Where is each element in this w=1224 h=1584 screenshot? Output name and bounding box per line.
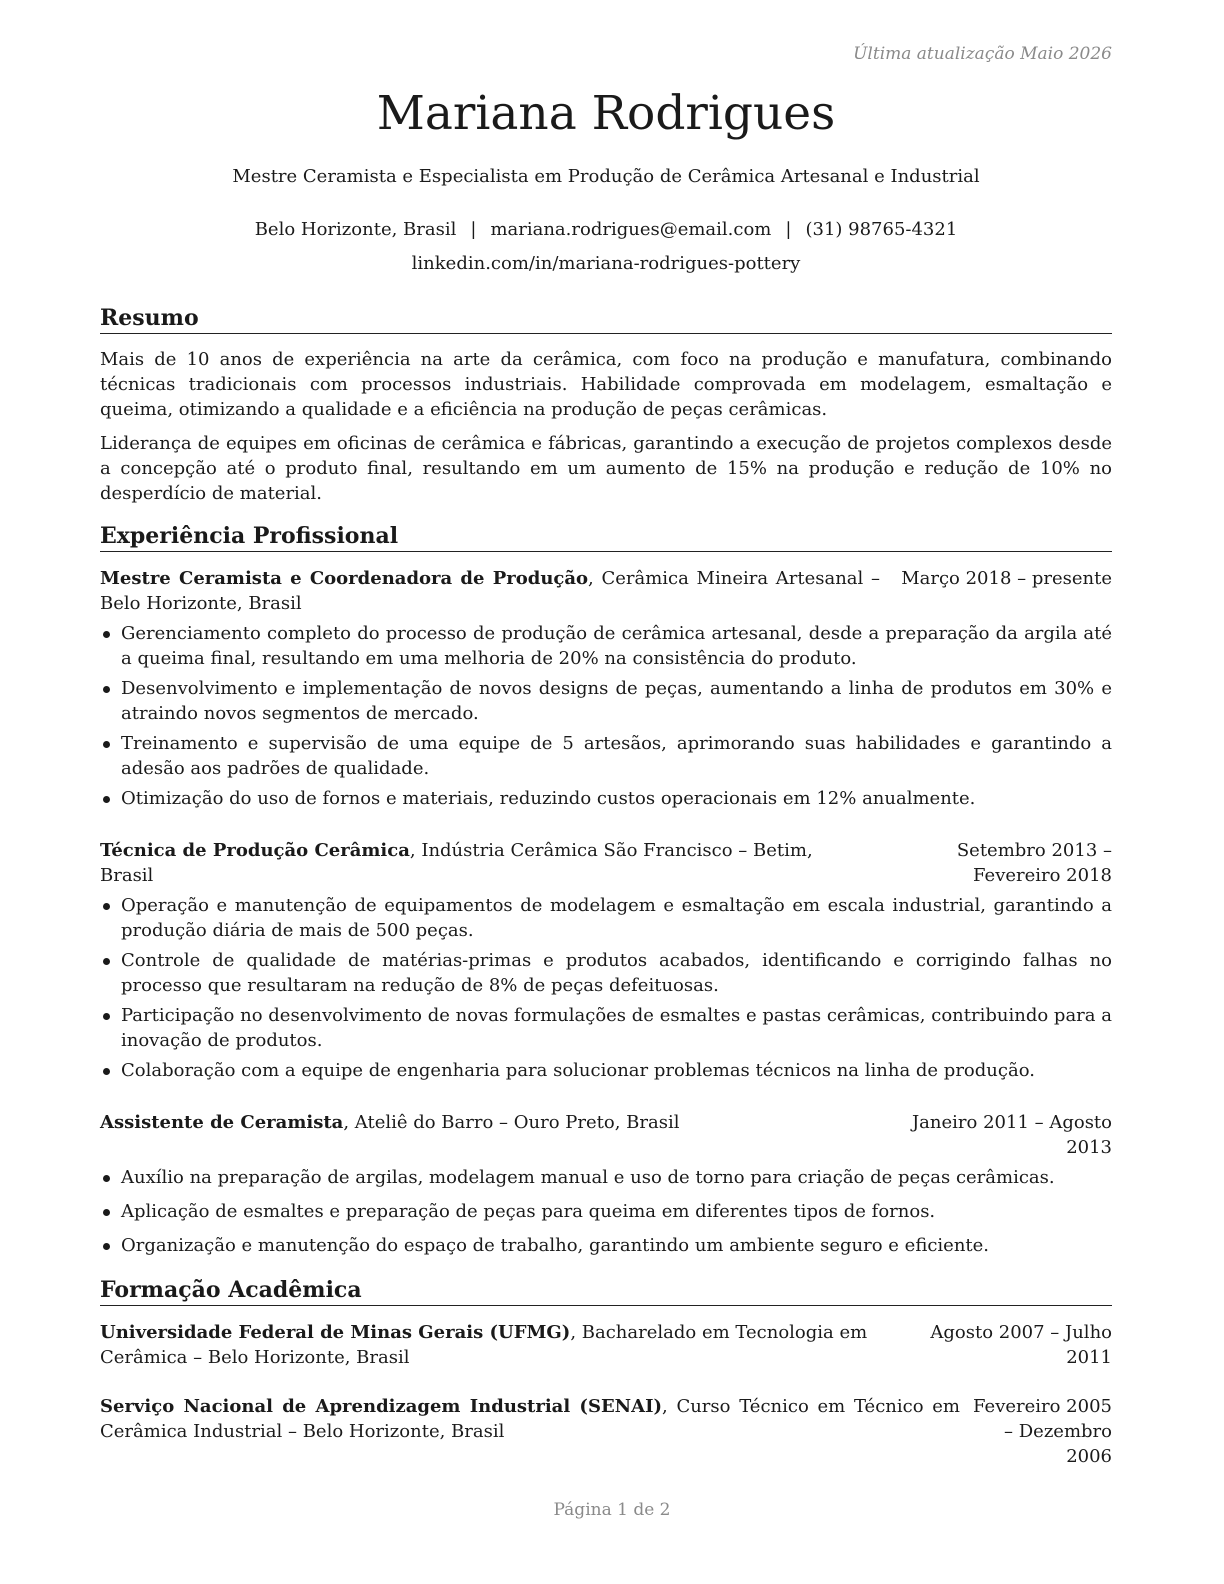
- job-dates: Setembro 2013 – Fevereiro 2018: [956, 840, 1112, 886]
- bullet-icon: [103, 1243, 110, 1250]
- education-detail: , Curso Técnico em Técnico em Cerâmica Industrial – Belo Horizonte, Brasil: [100, 1396, 960, 1442]
- linkedin-link[interactable]: linkedin.com/in/mariana-rodrigues-pottery: [411, 253, 801, 274]
- contact-location: Belo Horizonte, Brasil: [254, 219, 457, 240]
- bullet-text: Operação e manutenção de equipamentos de modelagem e esmaltação em escala industrial, garantindo a produção diária de mais de 500 peças.: [121, 895, 1112, 941]
- list-item: [100, 786, 1112, 811]
- education-title-line: [100, 1320, 880, 1370]
- bullet-text: Otimização do uso de fornos e materiais, reduzindo custos operacionais em 12% anualmente.: [121, 788, 976, 809]
- education-school: Universidade Federal de Minas Gerais (UFMG): [100, 1322, 571, 1343]
- candidate-headline: Mestre Ceramista e Especialista em Produção de Cerâmica Artesanal e Industrial: [232, 166, 980, 187]
- education-entry: [100, 1320, 1112, 1370]
- job-dates: Março 2018 – presente: [901, 568, 1112, 589]
- list-item: [100, 676, 1112, 726]
- bullet-text: Controle de qualidade de matérias-primas e produtos acabados, identificando e corrigindo falhas no processo que resultaram na redução de 8% de peças defeituosas.: [121, 950, 1112, 996]
- education-school: Serviço Nacional de Aprendizagem Industrial (SENAI): [100, 1396, 663, 1417]
- job-title-line: [100, 1110, 860, 1135]
- list-item: [100, 731, 1112, 781]
- job-role: Técnica de Produção Cerâmica: [100, 840, 410, 861]
- job-title-line: [100, 566, 880, 616]
- bullet-text: Participação no desenvolvimento de novas formulações de esmaltes e pastas cerâmicas, contribuindo para a inovação de produtos.: [121, 1005, 1112, 1051]
- bullet-text: Colaboração com a equipe de engenharia para solucionar problemas técnicos na linha de produção.: [121, 1060, 1035, 1081]
- section-title-experience: Experiência Profissional: [100, 523, 1112, 552]
- bullet-text: Gerenciamento completo do processo de produção de cerâmica artesanal, desde a preparação da argila até a queima final, resultando em uma melhoria de 20% na consistência do produto.: [121, 623, 1112, 669]
- list-item: [100, 948, 1112, 998]
- education-detail: , Bacharelado em Tecnologia em Cerâmica – Belo Horizonte, Brasil: [100, 1322, 868, 1368]
- page-number: Página 1 de 2: [553, 1500, 671, 1520]
- contact-separator: |: [785, 219, 792, 240]
- bullet-text: Treinamento e supervisão de uma equipe de 5 artesãos, aprimorando suas habilidades e garantindo a adesão aos padrões de qualidade.: [121, 733, 1112, 779]
- list-item: [100, 893, 1112, 943]
- job-organization: , Ateliê do Barro – Ouro Preto, Brasil: [343, 1112, 680, 1133]
- contact-separator: |: [470, 219, 477, 240]
- job-dates: Janeiro 2011 – Agosto 2013: [911, 1112, 1112, 1158]
- bullet-icon: [103, 741, 110, 748]
- education-dates: Agosto 2007 – Julho 2011: [930, 1322, 1112, 1368]
- bullet-icon: [103, 958, 110, 965]
- last-updated: Última atualização Maio 2026: [853, 44, 1112, 64]
- bullet-icon: [103, 1209, 110, 1216]
- list-item: [100, 1165, 1112, 1190]
- summary-paragraph-1: Mais de 10 anos de experiência na arte da cerâmica, com foco na produção e manufatura, combinando técnicas tradicionais com processos industriais. Habilidade comprovada em modelagem, esmaltação e queima, otimizando a qualidade e a eficiência na produção de peças cerâmicas.: [100, 349, 1112, 420]
- bullet-text: Organização e manutenção do espaço de trabalho, garantindo um ambiente seguro e eficiente.: [121, 1235, 990, 1256]
- list-item: [100, 1233, 1112, 1258]
- job-bullet-list: [100, 893, 1112, 1088]
- job-header: [100, 566, 1112, 616]
- section-title-education: Formação Acadêmica: [100, 1277, 1112, 1306]
- bullet-text: Aplicação de esmaltes e preparação de peças para queima em diferentes tipos de fornos.: [121, 1201, 936, 1222]
- list-item: [100, 1003, 1112, 1053]
- bullet-text: Desenvolvimento e implementação de novos designs de peças, aumentando a linha de produtos em 30% e atraindo novos segmentos de mercado.: [121, 678, 1112, 724]
- contact-line: [100, 219, 1112, 240]
- bullet-icon: [103, 1068, 110, 1075]
- education-entry: [100, 1394, 1112, 1469]
- job-role: Assistente de Ceramista: [100, 1112, 344, 1133]
- job-organization: , Indústria Cerâmica São Francisco – Betim, Brasil: [100, 840, 813, 886]
- bullet-icon: [103, 686, 110, 693]
- candidate-name: Mariana Rodrigues: [376, 86, 836, 141]
- list-item: [100, 1058, 1112, 1083]
- list-item: [100, 1199, 1112, 1224]
- list-item: [100, 621, 1112, 671]
- section-title-summary: Resumo: [100, 305, 1112, 334]
- job-organization: , Cerâmica Mineira Artesanal – Belo Horizonte, Brasil: [100, 568, 880, 614]
- summary-paragraph-2: Liderança de equipes em oficinas de cerâmica e fábricas, garantindo a execução de projetos complexos desde a concepção até o produto final, resultando em um aumento de 15% na produção e redução de 10% no desperdício de material.: [100, 433, 1112, 504]
- bullet-icon: [103, 631, 110, 638]
- education-title-line: [100, 1394, 960, 1444]
- bullet-text: Auxílio na preparação de argilas, modelagem manual e uso de torno para criação de peças cerâmicas.: [121, 1167, 1055, 1188]
- bullet-icon: [103, 796, 110, 803]
- bullet-icon: [103, 1013, 110, 1020]
- job-role: Mestre Ceramista e Coordenadora de Produção: [100, 568, 589, 589]
- job-title-line: [100, 838, 860, 888]
- job-header: [100, 1110, 1112, 1160]
- job-header: [100, 838, 1112, 888]
- contact-phone: (31) 98765-4321: [805, 219, 958, 240]
- contact-email[interactable]: mariana.rodrigues@email.com: [490, 219, 772, 240]
- bullet-icon: [103, 903, 110, 910]
- job-bullet-list: [100, 1165, 1112, 1263]
- bullet-icon: [103, 1175, 110, 1182]
- education-dates: Fevereiro 2005 – Dezembro 2006: [973, 1396, 1112, 1467]
- job-bullet-list: [100, 621, 1112, 816]
